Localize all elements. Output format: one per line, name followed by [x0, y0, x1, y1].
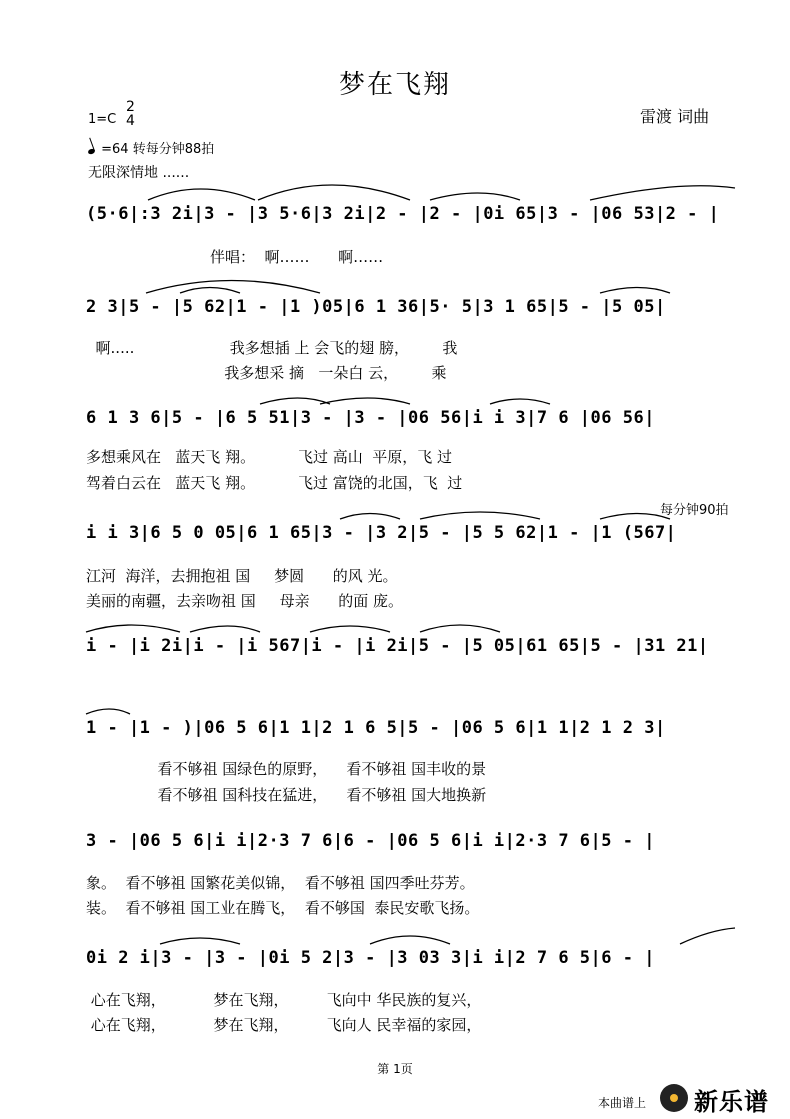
lyric-row-1-verse-1: 伴唱： 啊…… 啊…… — [86, 248, 384, 266]
slur-arc — [86, 625, 180, 632]
lyric-row-3-verse-1: 多想乘风在 蓝天飞 翔。 飞过 高山 平原，飞 过 — [86, 448, 453, 466]
composer-credit: 雷渡 词曲 — [640, 107, 710, 126]
tempo-text: =64 转每分钟88拍 — [101, 142, 215, 157]
notation-row-6: 1 - |1 - )|06 5 6|1 1|2 1 6 5|5 - |06 5 6|1 1|2 1 2 3| — [86, 718, 666, 738]
notation-row-7: 3 - |06 5 6|i i|2·3 7 6|6 - |06 5 6|i i|2·3 7 6|5 - | — [86, 831, 655, 851]
slur-arc — [430, 193, 520, 200]
quarter-note-icon — [87, 148, 95, 155]
notation-row-4: i i 3|6 5 0 05|6 1 65|3 - |3 2|5 - |5 5 62|1 - |1 (567| — [86, 523, 677, 543]
slur-arc — [180, 288, 240, 294]
key-signature — [88, 99, 135, 129]
time-top: 2 — [126, 99, 135, 115]
slur-arc — [590, 186, 735, 200]
slur-arc — [148, 189, 255, 200]
expression-marking: 无限深情地 ...... — [88, 165, 190, 181]
key-label: 1=C — [88, 112, 117, 127]
tempo-change: 每分钟90拍 — [660, 503, 729, 518]
lyric-row-6-verse-2: 看不够祖 国科技在猛进， 看不够祖 国大地换新 — [86, 786, 487, 804]
time-signature — [126, 100, 135, 128]
lyric-row-2-verse-1: 啊..... 我多想插 上 会飞的翅 膀， 我 — [86, 339, 458, 357]
lyric-row-8-verse-2: 心在飞翔， 梦在飞翔， 飞向人 民幸福的家园， — [86, 1016, 482, 1034]
slur-arc — [490, 399, 550, 404]
lyric-row-4-verse-1: 江河 海洋，去拥抱祖 国 梦圆 的风 光。 — [86, 567, 398, 585]
slur-arc — [260, 398, 330, 404]
lyric-row-8-verse-1: 心在飞翔， 梦在飞翔， 飞向中 华民族的复兴， — [86, 991, 482, 1009]
page-number: 第 1页 — [377, 1062, 413, 1076]
lyric-row-3-verse-2: 驾着白云在 蓝天飞 翔。 飞过 富饶的北国，飞 过 — [86, 474, 463, 492]
page-title: 梦在飞翔 — [338, 70, 451, 100]
notation-row-1: (5·6|:3 2i|3 - |3 5·6|3 2i|2 - |2 - |0i 65|3 - |06 53|2 - | — [86, 204, 720, 224]
notation-row-8: 0i 2 i|3 - |3 - |0i 5 2|3 - |3 03 3|i i|2 7 6 5|6 - | — [86, 948, 655, 968]
lyric-row-6-verse-1: 看不够祖 国绿色的原野， 看不够祖 国丰收的景 — [86, 760, 487, 778]
slur-arc — [160, 938, 240, 944]
slur-arc — [258, 185, 410, 200]
brand-logo-text: 新乐谱 — [694, 1088, 769, 1116]
tempo-marking — [88, 138, 214, 157]
slur-arc — [310, 626, 390, 632]
slur-arc — [370, 936, 450, 944]
vinyl-record-icon — [660, 1084, 688, 1112]
slur-arc — [420, 625, 500, 632]
notation-row-3: 6 1 3 6|5 - |6 5 51|3 - |3 - |06 56|i i 3|7 6 |06 56| — [86, 408, 655, 428]
slur-arc — [600, 288, 670, 294]
slur-arc — [190, 626, 260, 632]
slur-arc — [420, 512, 540, 519]
slur-arc — [320, 398, 410, 404]
lyric-row-7-verse-2: 装。 看不够祖 国工业在腾飞， 看不够国 泰民安歌飞扬。 — [86, 899, 480, 917]
slur-arc — [86, 709, 130, 714]
time-bottom: 4 — [126, 113, 135, 129]
slur-arc — [146, 281, 320, 294]
lyric-row-7-verse-1: 象。 看不够祖 国繁花美似锦， 看不够祖 国四季吐芬芳。 — [86, 874, 475, 892]
slur-arc — [340, 514, 400, 520]
slur-arc — [680, 928, 735, 944]
lyric-row-4-verse-2: 美丽的南疆，去亲吻祖 国 母亲 的面 庞。 — [86, 592, 403, 610]
notation-row-2: 2 3|5 - |5 62|1 - |1 )05|6 1 36|5· 5|3 1 65|5 - |5 05| — [86, 297, 666, 317]
lyric-row-2-verse-2: 我多想采 摘 一朵白 云， 乘 — [86, 364, 447, 382]
notation-row-5: i - |i 2i|i - |i 567|i - |i 2i|5 - |5 05|61 65|5 - |31 21| — [86, 636, 709, 656]
brand-caption: 本曲谱上 — [598, 1096, 647, 1110]
